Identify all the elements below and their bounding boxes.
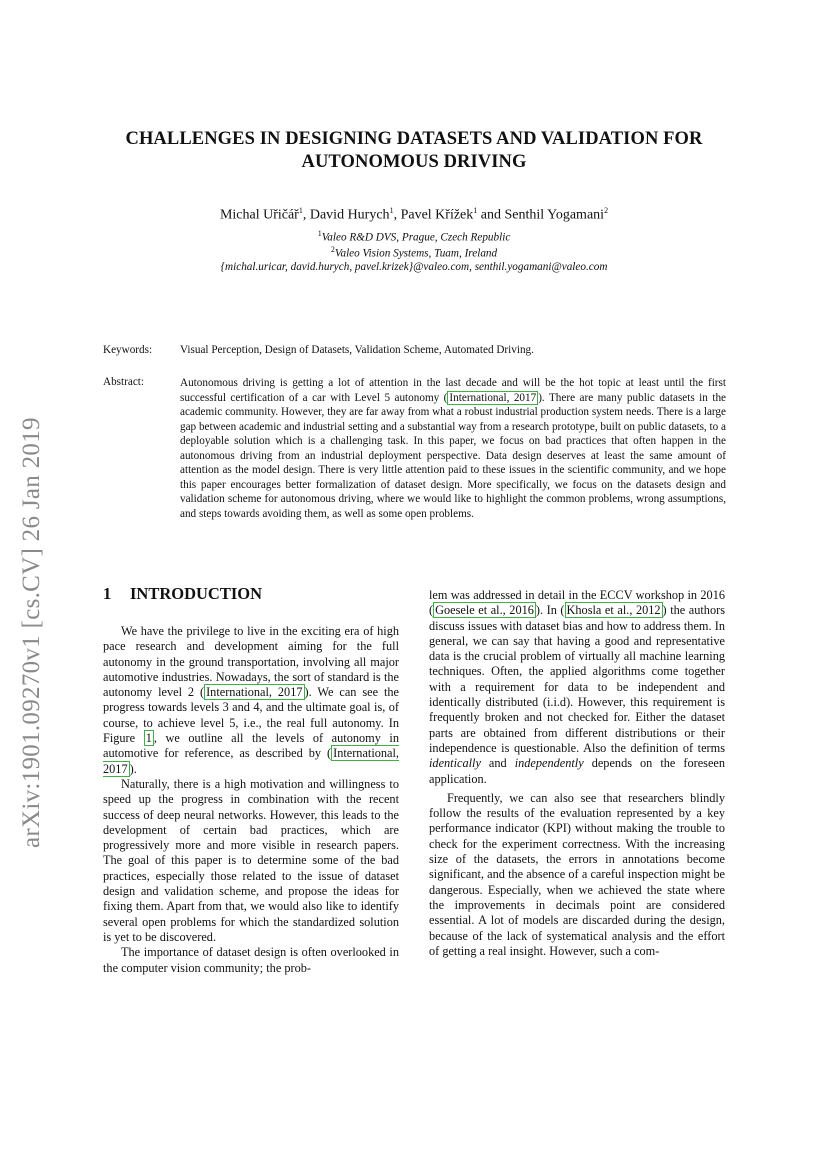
title-line-1: CHALLENGES IN DESIGNING DATASETS AND VALIDATION FOR xyxy=(125,129,703,149)
paragraph: Frequently, we can also see that researchers blindly follow the results of the evaluation represented by a key performance indicator (KPI) without making the trouble to check for the experiment correctness. With the increasing size of the datasets, the errors in annotations become significant, and the absence of a careful inspection might be dangerous. Especially, when we achieved the state where the improvements in decimals point are considered essential. A lot of models are discarded during the design, because of the lack of systematical analysis and the effort of getting a real insight. However, such a com- xyxy=(429,790,725,958)
paragraph: The importance of dataset design is often overlooked in the computer vision community; the prob- xyxy=(103,945,399,975)
author-4: Senthil Yogamani xyxy=(504,207,605,223)
author-3: Pavel Křížek xyxy=(400,207,474,223)
citation-link[interactable]: International, 2017 xyxy=(206,685,303,700)
section-number: 1 xyxy=(103,584,112,603)
keywords-text: Visual Perception, Design of Datasets, Validation Scheme, Automated Driving. xyxy=(180,344,534,356)
figure-link[interactable]: 1 xyxy=(145,731,152,746)
abstract-label: Abstract: xyxy=(103,376,145,388)
left-column xyxy=(103,624,399,976)
citation-link[interactable]: Goesele et al., 2016 xyxy=(435,603,534,618)
citation-link[interactable]: Khosla et al., 2012 xyxy=(566,603,661,618)
author-list: Michal Uřičář$^1$, David Hurych$^1$, Pavel Křížek$^1$ and Senthil Yogamani$^2$ xyxy=(219,206,609,223)
paragraph: Naturally, there is a high motivation and willingness to speed up the progress in combination with the recent success of deep neural networks. However, this leads to the development of certain bad practices, which are progressively more and more visible in research papers. The goal of this paper is to determine some of the bad practices, especially those related to the issue of dataset design and validation scheme, and propose the ideas for fixing them. Apart from that, we would also like to identify several open problems for which the standardized solution is yet to be discovered. xyxy=(103,776,399,944)
paragraph: We have the privilege to live in the exciting era of high pace research and development aiming for the full autonomy in the ground transportation, involving all major automotive industries. Nowadays, the sort of standard is the autonomy level 2 ( International, 2017 ). We can see the progress towards levels 3 and 4, and the ultimate goal is, of course, to achieve level 5, i.e., the real full autonomy. In Figure 1 , we outline all the levels of autonomy in automotive for reference, as described by ( International, 2017 ). xyxy=(103,624,399,776)
section-heading xyxy=(103,584,262,604)
citation-link[interactable]: International, 2017 xyxy=(449,391,537,404)
right-column xyxy=(429,588,725,959)
abstract-text: Autonomous driving is getting a lot of attention in the last decade and will be the hot topic at least until the first successful certification of a car with Level 5 autonomy ( International, 2017 ). There are many public datasets in the academic community. However, they are far away from what a robust industrial production system needs. There is a large gap between academic and industrial setting and a substantial way from a research prototype, built on public datasets, to a deployable solution which is a challenging task. In this paper, we focus on bad practices that often happen in the autonomous driving from an industrial deployment perspective. Data design deserves at least the same amount of attention as the model design. There is very little attention paid to these issues in the scientific community, and we hope this paper encourages better formalization of dataset design. More specifically, we focus on the datasets design and validation scheme for autonomous driving, where we would like to highlight the common problems, wrong assumptions, and steps towards avoiding them, as well as some open problems. xyxy=(180,377,726,520)
arxiv-stamp: arXiv:1901.09270v1 [cs.CV] 26 Jan 2019 xyxy=(18,417,45,848)
author-1: Michal Uřičář xyxy=(219,207,299,223)
citation-link[interactable]: International, 2017 xyxy=(103,746,399,776)
keywords-label: Keywords: xyxy=(103,344,153,356)
author-emails: {michal.uricar, david.hurych, pavel.krizek}@valeo.com, senthil.yogamani@valeo.com xyxy=(220,261,608,273)
paragraph: lem was addressed in detail in the ECCV workshop in 2016 ( Goesele et al., 2016 ). In ( Khosla et al., 2012 ) the authors discuss issues with dataset bias and how to address them. In general, we can say that having a good and representative data is the crucial problem of virtually all machine learning techniques. Often, the applied algorithms come together with a requirement for data to be independent and identically distributed (i.i.d). However, this requirement is frequently broken and not checked for. Either the dataset parts are obtained from different distributions or their independence is questionable. Also the definition of terms identically and independently depends on the foreseen application. xyxy=(429,588,726,786)
affiliation-2: $^2$Valeo Vision Systems, Tuam, Ireland xyxy=(330,245,498,260)
author-2: David Hurych xyxy=(309,207,390,223)
affiliation-1: $^1$Valeo R&D DVS, Prague, Czech Republic xyxy=(317,229,511,244)
paper-title xyxy=(104,128,724,174)
section-title: INTRODUCTION xyxy=(130,584,263,603)
title-line-2: AUTONOMOUS DRIVING xyxy=(301,152,527,172)
